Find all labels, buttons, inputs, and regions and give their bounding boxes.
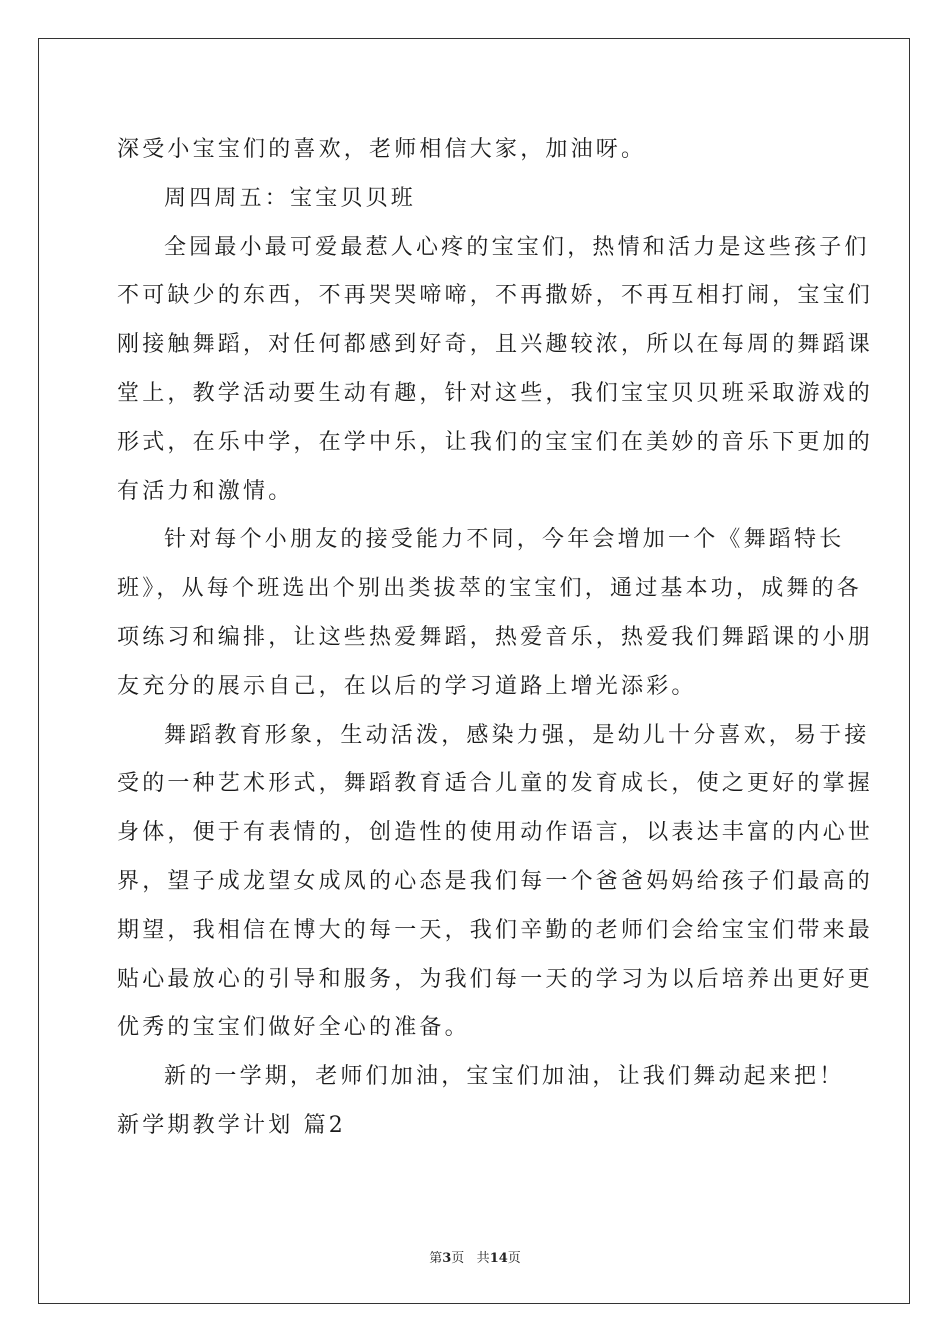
text-line: 针对每个小朋友的接受能力不同，今年会增加一个《舞蹈特长 — [164, 527, 845, 553]
text-line: 优秀的宝宝们做好全心的准备。 — [117, 1015, 470, 1041]
footer-page-suffix: 页 — [451, 1251, 465, 1266]
footer-total-pages: 14 — [489, 1251, 508, 1266]
text-line: 项练习和编排，让这些热爱舞蹈，热爱音乐，热爱我们舞蹈课的小朋 — [117, 624, 874, 650]
text-line: 身体，便于有表情的，创造性的使用动作语言，以表达丰富的内心世 — [117, 820, 874, 846]
page-footer — [0, 1247, 950, 1266]
text-line: 全园最小最可爱最惹人心疼的宝宝们，热情和活力是这些孩子们 — [164, 234, 870, 260]
footer-total-prefix: 共 — [476, 1251, 490, 1266]
footer-page-number: 3 — [442, 1251, 452, 1266]
text-line: 深受小宝宝们的喜欢，老师相信大家，加油呀。 — [117, 137, 647, 162]
text-line: 新学期教学计划 篇2 — [117, 1112, 346, 1138]
text-line: 不可缺少的东西，不再哭哭啼啼，不再撒娇，不再互相打闹，宝宝们 — [117, 283, 874, 309]
text-line: 形式，在乐中学，在学中乐，让我们的宝宝们在美妙的音乐下更加的 — [117, 429, 874, 455]
footer-total-suffix: 页 — [507, 1251, 521, 1266]
text-line: 舞蹈教育形象，生动活泼，感染力强，是幼儿十分喜欢，易于接 — [164, 722, 870, 748]
text-line: 受的一种艺术形式，舞蹈教育适合儿童的发育成长，使之更好的掌握 — [117, 771, 874, 797]
text-line: 贴心最放心的引导和服务，为我们每一天的学习为以后培养出更好更 — [117, 966, 874, 992]
text-line: 友充分的展示自己，在以后的学习道路上增光添彩。 — [117, 673, 697, 699]
text-line: 刚接触舞蹈，对任何都感到好奇，且兴趣较浓，所以在每周的舞蹈课 — [117, 332, 874, 358]
footer-page-prefix: 第 — [429, 1251, 443, 1266]
document-body — [117, 126, 874, 1151]
text-line: 期望，我相信在博大的每一天，我们辛勤的老师们会给宝宝们带来最 — [117, 917, 874, 943]
text-line: 班》，从每个班选出个别出类拔萃的宝宝们，通过基本功，成舞的各 — [117, 576, 863, 602]
text-line: 界，望子成龙望女成凤的心态是我们每一个爸爸妈妈给孩子们最高的 — [117, 868, 874, 894]
text-line: 周四周五：宝宝贝贝班 — [164, 185, 417, 211]
text-line: 新的一学期，老师们加油，宝宝们加油，让我们舞动起来把！ — [164, 1064, 845, 1090]
text-line: 有活力和激情。 — [117, 478, 294, 504]
text-line: 堂上，教学活动要生动有趣，针对这些，我们宝宝贝贝班采取游戏的 — [117, 380, 874, 406]
